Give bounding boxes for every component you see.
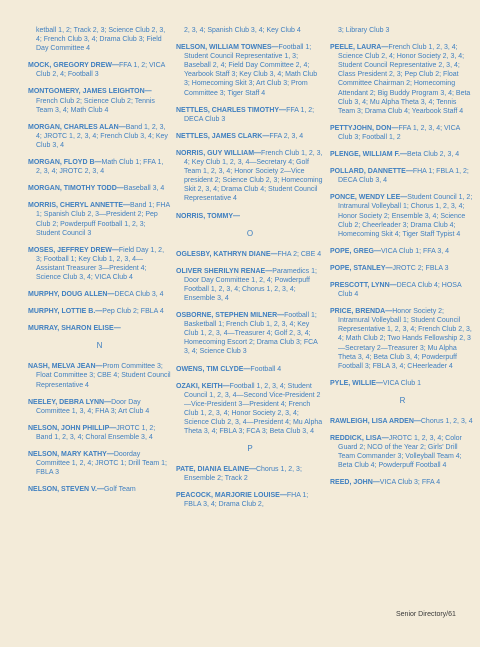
directory-entry	[330, 26, 475, 35]
student-activities: Football 1; Basketball 1; French Club 1, 2, 3, 4; Key Club 1, 2, 3, 4—Treasurer 4; Golf 2, 3, 4; Homecoming Escort 2; Drama Club 3; FCA 3, 4; Science Club 3	[184, 312, 318, 356]
directory-entry	[176, 149, 324, 204]
student-name: NEELEY, DEBRA LYNN—	[28, 398, 112, 406]
directory-entry	[28, 87, 171, 114]
directory-entry	[176, 212, 324, 221]
student-activities: Chorus 1, 2, 3, 4	[420, 417, 473, 425]
student-activities: French Club 2; Science Club 2; Tennis Team 3, 4; Math Club 4	[36, 97, 155, 114]
student-name: PRICE, BRENDA—	[330, 308, 393, 316]
student-name: POPE, STANLEY—	[330, 264, 393, 272]
student-activities: FFA 1, 2; VICA Club 2, 4; Football 3	[36, 62, 165, 79]
student-activities: Math Club 1; FFA 1, 2, 3, 4; JROTC 2, 3, 4	[36, 159, 164, 176]
student-activities: Prom Committee 3; Float Committee 3; CBE 4; Student Council Representative 4	[36, 363, 171, 389]
directory-entry	[176, 43, 324, 98]
directory-entry	[28, 362, 171, 389]
student-activities: DECA Club 4; HOSA Club 4	[338, 281, 462, 299]
student-name: NELSON, MARY KATHY—	[28, 451, 114, 458]
directory-entry	[330, 434, 475, 470]
directory-entry	[330, 264, 475, 273]
directory-entry	[176, 250, 324, 259]
section-letter: N	[96, 341, 103, 351]
student-activities: VICA Club 1	[382, 379, 422, 387]
student-name: POPE, GREG—	[330, 247, 381, 255]
student-activities: JROTC 2; FBLA 3	[392, 264, 449, 272]
student-activities: Football 1; Student Council Representative 1, 3; Baseball 2, 4; Field Day Committee 2, 4; Yearbook Staff 3; Key Club 3, 4; Math Club 3; Homecoming Skit 3; Art Club 3; Prom Committee 3; Tiger Staff 4	[184, 44, 318, 97]
student-name: POLLARD, DANNETTE—	[330, 168, 413, 176]
student-activities: Football 1, 2, 3, 4; Student Council 1, 2, 3, 4—Second Vice-President 2—Vice-President 3—President 4; French Club 1, 2, 3, 4; Honor Society 2, 3, 4; Science Club 2, 3, 4—President 4; Mu Alpha Theta 3, 4; FBLA 3; FCA 3; Beta Club 3, 4	[184, 382, 323, 436]
student-activities: JROTC 1, 2, 3, 4; Color Guard 2; NCO of the Year 2; Girls' Drill Team Commander 3; Volleyball Team 4; Beta Club 4; Powderpuff Football 4	[338, 435, 462, 470]
student-name: NORRIS, TOMMY—	[176, 212, 241, 220]
directory-entry	[176, 311, 324, 356]
student-name: OZAKI, KEITH—	[176, 382, 230, 390]
column-3	[330, 26, 475, 495]
student-name: OWENS, TIM CLYDE—	[176, 365, 251, 373]
directory-entry	[176, 106, 324, 124]
student-name: MOCK, GREGORY DREW—	[28, 62, 120, 70]
student-name: MONTGOMERY, JAMES LEIGHTON—	[28, 88, 152, 96]
directory-entry	[28, 201, 171, 237]
student-name: NELSON, STEVEN V.—	[28, 486, 104, 494]
directory-entry	[28, 123, 171, 150]
student-activities: Band 1; FHA 1; Spanish Club 2, 3—President 2; Pep Club 2; Powderpuff Football 1, 2, 3; Student Council 3	[36, 202, 170, 237]
student-activities: VICA Club 3; FFA 4	[379, 479, 441, 487]
student-name: MURRAY, SHARON ELISE—	[28, 325, 121, 333]
student-activities: Baseball 3, 4	[123, 185, 165, 193]
directory-entry	[28, 184, 171, 193]
directory-entry	[330, 379, 475, 388]
student-name: PRESCOTT, LYNN—	[330, 281, 397, 289]
directory-entry	[28, 424, 171, 442]
student-name: REDDICK, LISA—	[330, 435, 389, 442]
student-activities: Field Day 1, 2, 3; Football 1; Key Club 1, 2, 3, 4—Assistant Treasurer 3—President 4; Science Club 3, 4; VICA Club 4	[36, 246, 165, 281]
section-letter: O	[246, 228, 254, 238]
student-activities: VICA Club 1; FFA 3, 4	[380, 247, 450, 255]
student-name: OGLESBY, KATHRYN DIANE—	[176, 250, 278, 258]
directory-entry	[330, 43, 475, 116]
directory-entry	[330, 478, 475, 487]
student-name: PEACOCK, MARJORIE LOUISE—	[176, 492, 287, 500]
directory-entry	[330, 417, 475, 426]
student-name: PLENGE, WILLIAM F.—	[330, 151, 407, 159]
student-name: NETTLES, JAMES CLARK—	[176, 132, 270, 140]
student-name: NETTLES, CHARLES TIMOTHY—	[176, 106, 287, 114]
directory-entry	[176, 465, 324, 483]
student-name: REED, JOHN—	[330, 479, 380, 487]
student-name: NELSON, WILLIAM TOWNES—	[176, 44, 279, 52]
directory-entry	[28, 158, 171, 176]
directory-entry	[176, 365, 324, 374]
student-activities: FHA 1; FBLA 1, 2; DECA Club 3, 4	[338, 168, 469, 185]
student-name: NELSON, JOHN PHILLIP—	[28, 424, 117, 432]
directory-entry	[28, 307, 171, 316]
directory-entry	[330, 247, 475, 256]
directory-entry	[330, 307, 475, 371]
section-letter: P	[247, 444, 253, 454]
student-name: PYLE, WILLIE—	[330, 379, 383, 387]
directory-entry	[330, 167, 475, 185]
directory-entry	[28, 398, 171, 416]
student-activities: Band 1, 2, 3, 4; JROTC 1, 2, 3, 4; French Club 3, 4; Key Club 3, 4	[36, 123, 168, 149]
student-name: OLIVER SHERILYN RENAE—	[176, 267, 273, 275]
directory-entry	[28, 485, 171, 494]
directory-entry	[28, 26, 171, 53]
student-activities: FFA 1, 2; DECA Club 3	[184, 106, 315, 123]
student-activities: Chorus 1, 2, 3; Ensemble 2; Track 2	[184, 466, 302, 483]
student-activities: Doorday Committee 1, 2, 4; JROTC 1; Drill Team 1; FBLA 3	[36, 451, 167, 477]
student-activities: Paramedics 1; Door Day Committee 1, 2, 4; Powderpuff Football 1, 2, 3, 4; Chorus 1, 2, 3, 4; Ensemble 3, 4	[184, 267, 317, 302]
column-2	[176, 26, 324, 518]
student-activities: 2, 3, 4; Spanish Club 3, 4; Key Club 4	[184, 27, 301, 34]
student-activities: Football 4	[250, 365, 282, 373]
student-activities: French Club 1, 2, 3, 4; Science Club 2, 4; Honor Society 2, 3, 4; Student Council Representative 2, 3, 4; Class President 2, 3; Pep Club 2; Float Committee Chairman 2; Homecoming Attendant 2; Big Buddy Program 3, 4; Beta Club 3, 4; Mu Alpha Theta 3, 4; Tennis Team 3; Drama Club 4; Yearbook Staff 4	[338, 44, 471, 115]
student-name: NASH, MELVA JEAN—	[28, 363, 103, 371]
student-name: PATE, DIANIA ELAINE—	[176, 466, 256, 474]
section-letter: R	[399, 395, 406, 405]
student-activities: DECA Club 3, 4	[114, 291, 164, 299]
student-name: MURPHY, DOUG ALLEN—	[28, 291, 115, 299]
student-activities: Golf Team	[103, 486, 136, 494]
student-name: MORGAN, TIMOTHY TODD—	[28, 185, 124, 193]
student-activities: Student Council 1, 2; Intramural Volleyball 1; Chorus 1, 2, 3, 4; Honor Society 2; Ensemble 3, 4; Science Club 2; Cheerleader 3; Drama Club 4; Homecoming Skit 4; Tiger Staff Typist 4	[338, 194, 473, 238]
column-1	[28, 26, 171, 502]
student-activities: Door Day Committee 1, 3, 4; FHA 3; Art Club 4	[36, 398, 150, 415]
student-activities: JROTC 1, 2; Band 1, 2, 3, 4; Choral Ensemble 3, 4	[36, 424, 156, 441]
student-name: PETTYJOHN, DON—	[330, 124, 399, 132]
student-name: OSBORNE, STEPHEN MILNER—	[176, 312, 285, 320]
student-name: MORGAN, CHARLES ALAN—	[28, 123, 126, 131]
directory-entry	[28, 61, 171, 79]
directory-entry	[330, 124, 475, 142]
student-activities: French Club 1, 2, 3, 4; Key Club 1, 2, 3, 4—Secretary 4; Golf Team 1, 2, 3, 4; Honor Society 2—Vice president 2; Science Club 2, 3; Homecoming Skit 2, 3, 4; Drama Club 4; Student Council Representative 4	[184, 149, 323, 203]
directory-entry	[28, 290, 171, 299]
student-activities: FHA 1; FBLA 3, 4; Drama Club 2,	[184, 492, 309, 509]
student-name: RAWLEIGH, LISA ARDEN—	[330, 417, 421, 425]
student-activities: FHA 2; CBE 4	[277, 250, 322, 258]
student-name: NORRIS, GUY WILLIAM—	[176, 149, 262, 157]
directory-entry	[330, 150, 475, 159]
student-activities: FFA 2, 3, 4	[269, 132, 304, 140]
directory-entry	[28, 324, 171, 333]
student-activities: Beta Club 2, 3, 4	[407, 151, 460, 159]
student-name: PONCE, WENDY LEE—	[330, 194, 408, 202]
student-name: MURPHY, LOTTIE B.—	[28, 308, 103, 316]
directory-entry	[176, 26, 324, 35]
student-name: MOSES, JEFFREY DREW—	[28, 246, 119, 254]
student-name: PEELE, LAURA—	[330, 44, 389, 52]
student-name: MORGAN, FLOYD B—	[28, 159, 102, 167]
directory-entry	[176, 491, 324, 509]
student-activities: Honor Society 2; Intramural Volleyball 1; Student Council Representative 1, 2, 3, 4; French Club 2, 3, 4; Math Club 2; Two Hands Fellowship 2, 3—Secretary 2—Treasurer 3; Mu Alpha Theta 3, 4; Beta Club 3, 4; Powderpuff Football 3; FBLA 3, 4; CHeerleader 4	[338, 308, 472, 370]
directory-entry	[28, 450, 171, 477]
page-footer: Senior Directory/61	[396, 611, 456, 618]
student-activities: ketball 1, 2; Track 2, 3; Science Club 2, 3, 4; French Club 3, 4; Drama Club 3; Field Day Committee 4	[36, 27, 166, 53]
student-activities: Pep Club 2; FBLA 4	[102, 308, 164, 316]
directory-entry	[176, 132, 324, 141]
directory-entry	[28, 246, 171, 282]
student-name: MORRIS, CHERYL ANNETTE—	[28, 202, 131, 210]
directory-entry	[176, 382, 324, 437]
student-activities: FFA 1, 2, 3, 4; VICA Club 3; Football 1, 2	[338, 124, 460, 141]
student-activities: 3; Library Club 3	[338, 27, 390, 34]
directory-entry	[176, 267, 324, 303]
directory-entry	[330, 281, 475, 299]
directory-entry	[330, 193, 475, 238]
